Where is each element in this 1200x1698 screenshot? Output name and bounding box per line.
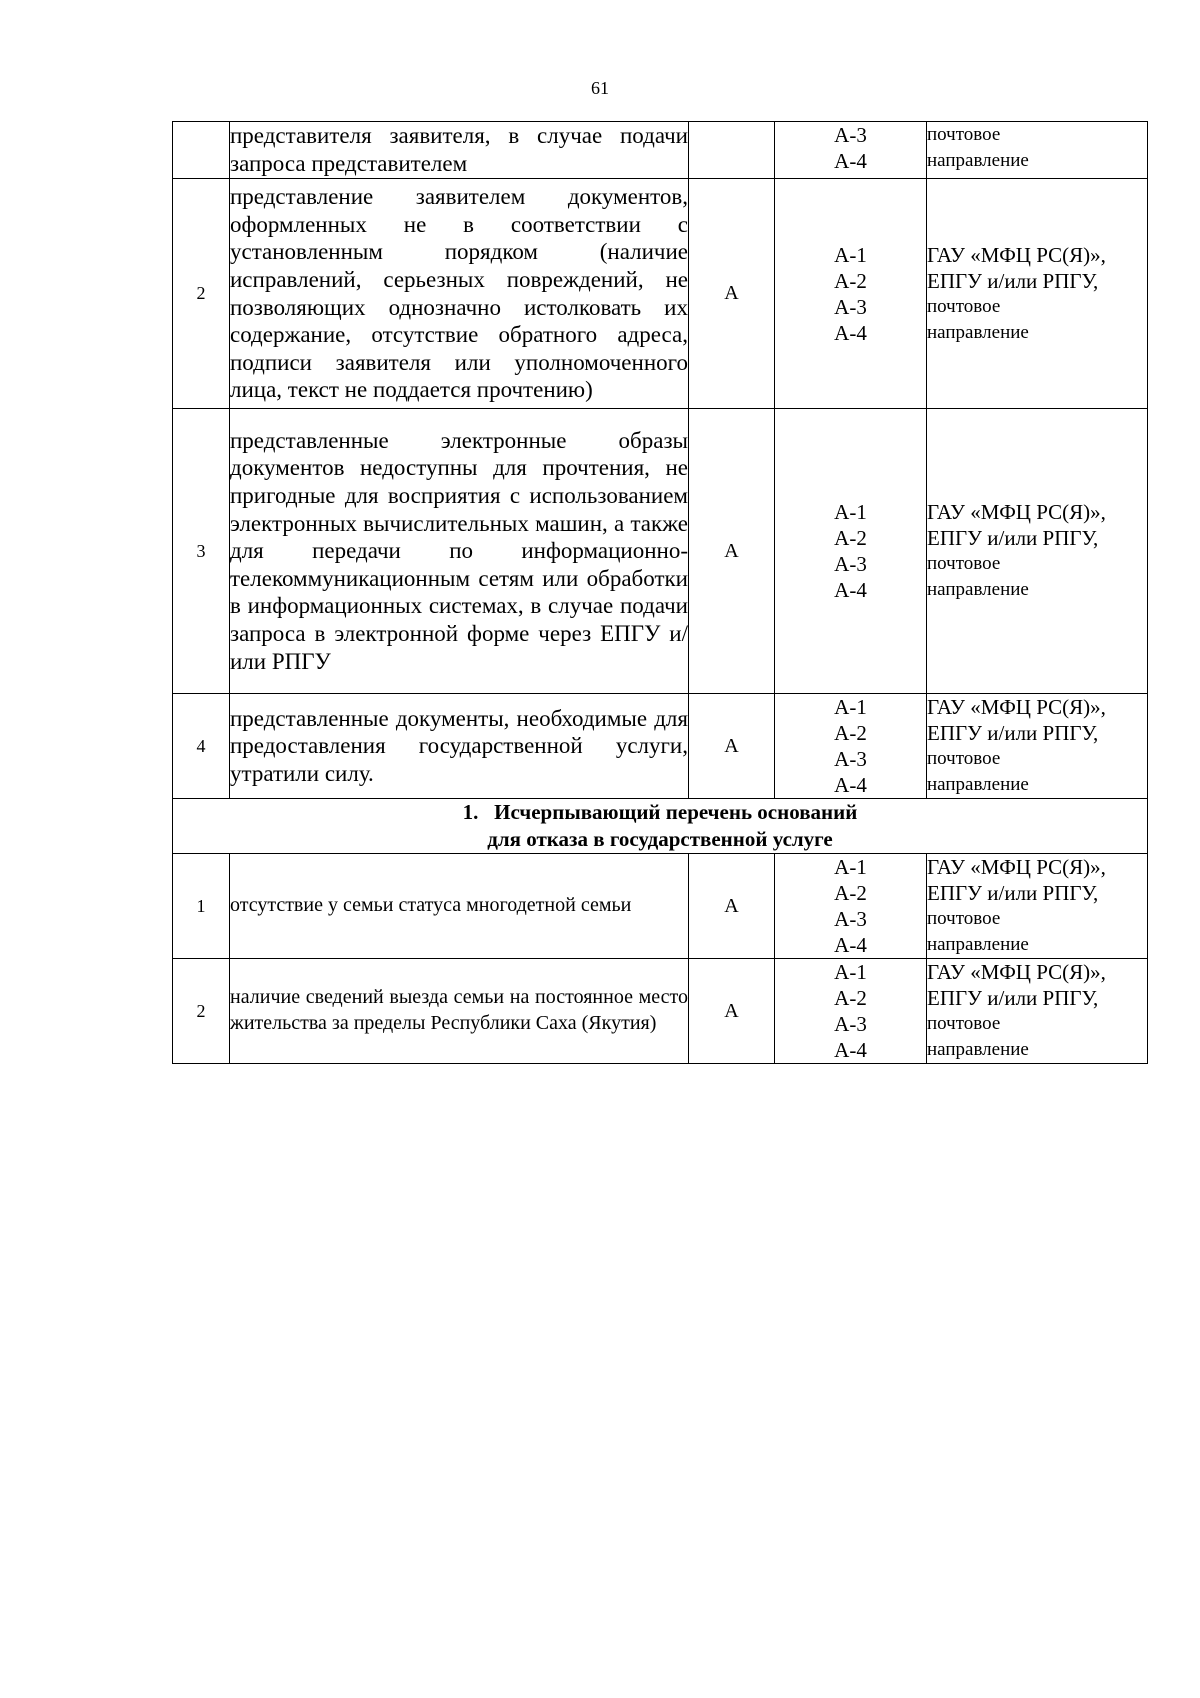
row-number: 2	[173, 959, 230, 1064]
act-code: А-2	[834, 268, 867, 293]
where-line: ЕПГУ и/или РПГУ,	[927, 721, 1099, 745]
act-code: А-3	[834, 907, 867, 931]
act-code: А-1	[834, 855, 867, 879]
row-number: 4	[173, 694, 230, 799]
row-a-value: А	[689, 179, 775, 409]
where-line: ЕПГУ и/или РПГУ,	[927, 986, 1099, 1010]
act-code: А-3	[834, 747, 867, 771]
act-code: А-4	[834, 320, 867, 345]
where-line: направление	[927, 150, 1029, 171]
row-acts	[775, 409, 927, 694]
where-line: направление	[927, 774, 1029, 795]
where-line: направление	[927, 321, 1029, 343]
row-text-content: представленные документы, необходимые для предоставления государственной услуги, утратили силу.	[230, 705, 688, 786]
table-row	[173, 959, 1148, 1064]
row-acts	[775, 694, 927, 799]
row-text-content: представление заявителем документов, оформленных не в соответствии с установленным порядком (наличие исправлений, серьезных повреждений, не позволяющих однозначно истолковать их содержание, отсутствие обратного адреса, подписи заявителя или уполномоченного лица, текст не поддается прочтению)	[230, 184, 688, 403]
row-number: 1	[173, 854, 230, 959]
row-text-content: представителя заявителя, в случае подачи запроса представителем	[230, 123, 688, 176]
row-where	[927, 854, 1148, 959]
where-line: ГАУ «МФЦ РС(Я)»,	[927, 855, 1106, 879]
act-code: А-2	[834, 881, 867, 905]
row-text	[230, 122, 689, 179]
row-acts	[775, 854, 927, 959]
table-row	[173, 409, 1148, 694]
row-a-value	[689, 122, 775, 179]
where-line: ЕПГУ и/или РПГУ,	[927, 526, 1099, 550]
row-number: 3	[173, 409, 230, 694]
row-a-value: А	[689, 694, 775, 799]
row-text-content: отсутствие у семьи статуса многодетной семьи	[230, 894, 632, 917]
row-where	[927, 409, 1148, 694]
section-heading-line: для отказа в государственной услуге	[487, 827, 833, 851]
act-code: А-4	[834, 578, 867, 602]
row-number	[173, 122, 230, 179]
where-line: ЕПГУ и/или РПГУ,	[927, 881, 1099, 905]
section-header-row	[173, 799, 1148, 854]
act-code: А-4	[834, 1038, 867, 1062]
where-line: направление	[927, 579, 1029, 600]
where-line: почтовое	[927, 553, 1001, 574]
act-code: А-4	[834, 933, 867, 957]
act-code: А-2	[834, 721, 867, 745]
row-acts	[775, 959, 927, 1064]
act-code: А-4	[834, 773, 867, 797]
row-a-value: А	[689, 409, 775, 694]
act-code: А-3	[834, 294, 867, 319]
row-text-content: наличие сведений выезда семьи на постоянное место жительства за пределы Республики Саха (Якутия)	[230, 986, 688, 1034]
grounds-table	[172, 121, 1148, 1064]
row-text	[230, 959, 689, 1064]
where-line: почтовое	[927, 295, 1001, 317]
row-a-value: А	[689, 959, 775, 1064]
act-code: А-3	[834, 1012, 867, 1036]
where-line: почтовое	[927, 748, 1001, 769]
act-code: А-2	[834, 526, 867, 550]
where-line: направление	[927, 1039, 1029, 1060]
act-code: А-2	[834, 986, 867, 1010]
row-acts	[775, 122, 927, 179]
act-code: А-1	[834, 500, 867, 524]
table-row	[173, 854, 1148, 959]
table-row	[173, 694, 1148, 799]
row-where	[927, 122, 1148, 179]
row-where	[927, 179, 1148, 409]
section-heading	[173, 799, 1148, 854]
act-code: А-1	[834, 960, 867, 984]
row-text	[230, 409, 689, 694]
page-number: 61	[591, 78, 609, 98]
where-line: почтовое	[927, 124, 1001, 145]
act-code: А-4	[834, 149, 867, 173]
act-code: А-1	[834, 695, 867, 719]
where-line: направление	[927, 934, 1029, 955]
table-row	[173, 179, 1148, 409]
where-line: ГАУ «МФЦ РС(Я)»,	[927, 695, 1106, 719]
row-text	[230, 694, 689, 799]
act-code: А-1	[834, 242, 867, 267]
row-where	[927, 959, 1148, 1064]
where-line: почтовое	[927, 1013, 1001, 1034]
where-line: ГАУ «МФЦ РС(Я)»,	[927, 500, 1106, 524]
row-a-value: А	[689, 854, 775, 959]
act-code: А-3	[834, 123, 867, 147]
where-line: почтовое	[927, 908, 1001, 929]
where-line: ЕПГУ и/или РПГУ,	[927, 268, 1099, 293]
row-text-content: представленные электронные образы документов недоступны для прочтения, не пригодные для восприятия с использованием электронных вычислительных машин, а также для передачи по информационно-телекоммуникационным сетям или обработки в информационных системах, в случае подачи запроса в электронной форме через ЕПГУ и/или РПГУ	[230, 427, 688, 674]
where-line: ГАУ «МФЦ РС(Я)»,	[927, 242, 1106, 267]
row-text	[230, 179, 689, 409]
row-acts	[775, 179, 927, 409]
table-row	[173, 122, 1148, 179]
section-heading-line: 1. Исчерпывающий перечень оснований	[462, 800, 858, 824]
row-text	[230, 854, 689, 959]
where-line: ГАУ «МФЦ РС(Я)»,	[927, 960, 1106, 984]
row-where	[927, 694, 1148, 799]
act-code: А-3	[834, 552, 867, 576]
row-number: 2	[173, 179, 230, 409]
